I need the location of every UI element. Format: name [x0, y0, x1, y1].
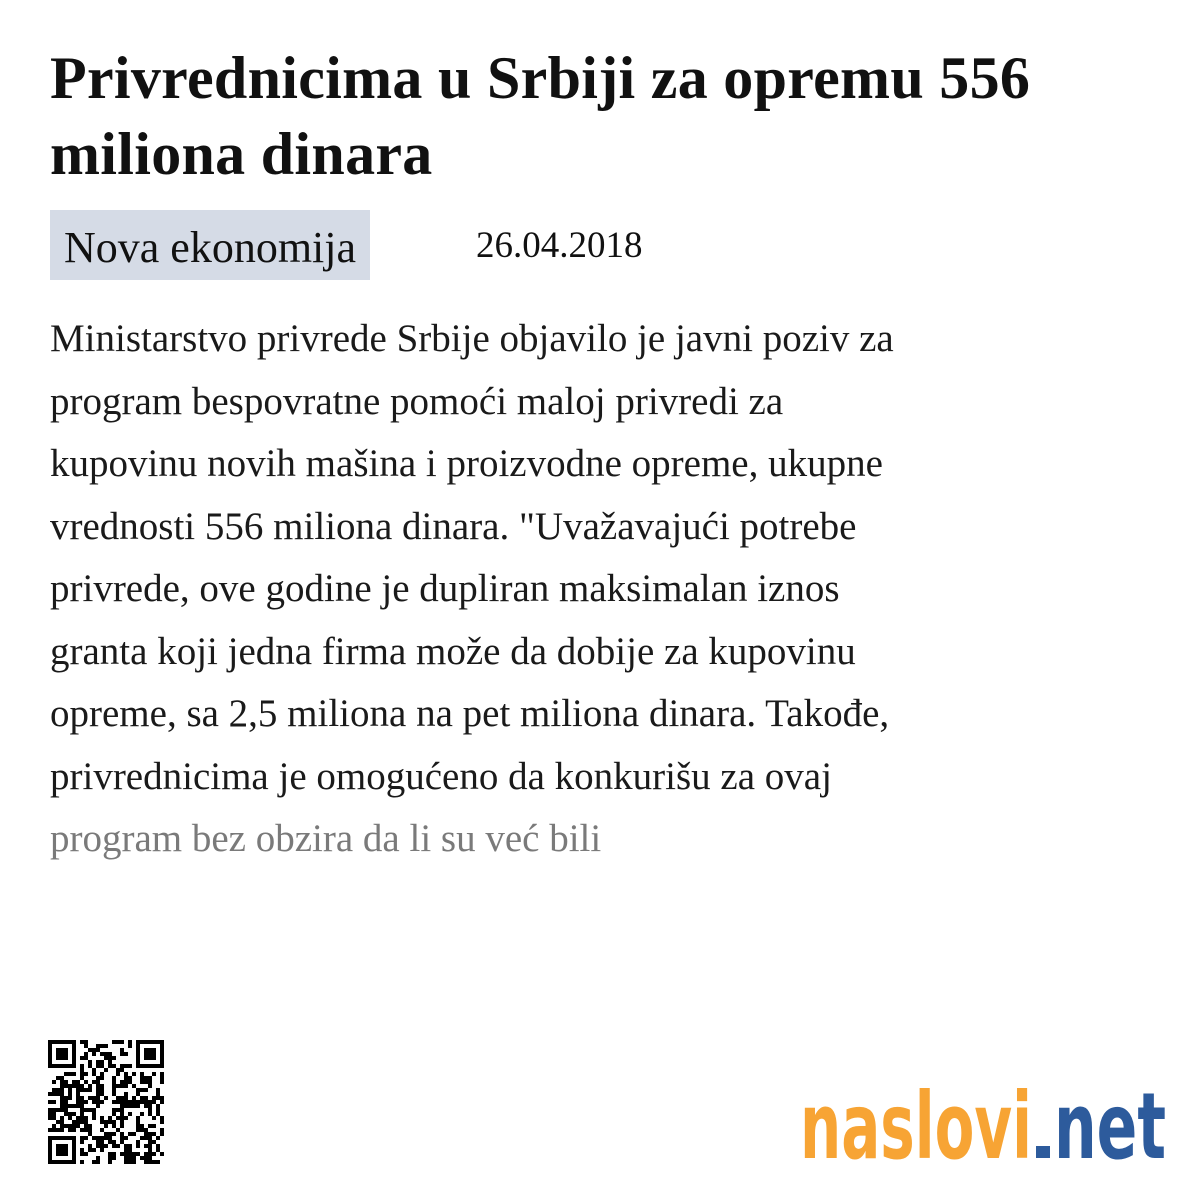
article-title: Privrednicima u Srbiji za opremu 556 miliona dinara: [50, 45, 1031, 187]
body-line: kupovinu novih mašina i proizvodne opreme, ukupne: [50, 442, 883, 485]
body-line: Ministarstvo privrede Srbije objavilo je javni poziv za: [50, 317, 894, 360]
body-line: privrednicima je omogućeno da konkurišu za ovaj: [50, 754, 832, 798]
body-line: granta koji jedna firma može da dobije za kupovinu: [50, 629, 856, 673]
article-body: [50, 308, 1160, 871]
body-line-faded: program bez obzira da li su već bili: [50, 817, 602, 860]
naslovi-logo[interactable]: [800, 1062, 1166, 1168]
body-line: vrednosti 556 miliona dinara. "Uvažavajući potrebe: [50, 504, 857, 548]
body-line: privrede, ove godine je dupliran maksimalan iznos: [50, 567, 840, 610]
logo-naslovi-text: naslovi: [800, 1073, 1032, 1168]
qr-code-icon[interactable]: [48, 1040, 164, 1164]
publish-date: 26.04.2018: [476, 225, 643, 266]
article: [50, 40, 1160, 871]
article-meta: [50, 210, 1160, 280]
body-line: program bespovratne pomoći maloj privredi za: [50, 379, 784, 423]
logo-net-text: net: [1054, 1073, 1166, 1168]
body-line: opreme, sa 2,5 miliona na pet miliona dinara. Takođe,: [50, 692, 890, 735]
logo-dot: [1036, 1146, 1050, 1158]
source-badge[interactable]: Nova ekonomija: [50, 210, 370, 280]
